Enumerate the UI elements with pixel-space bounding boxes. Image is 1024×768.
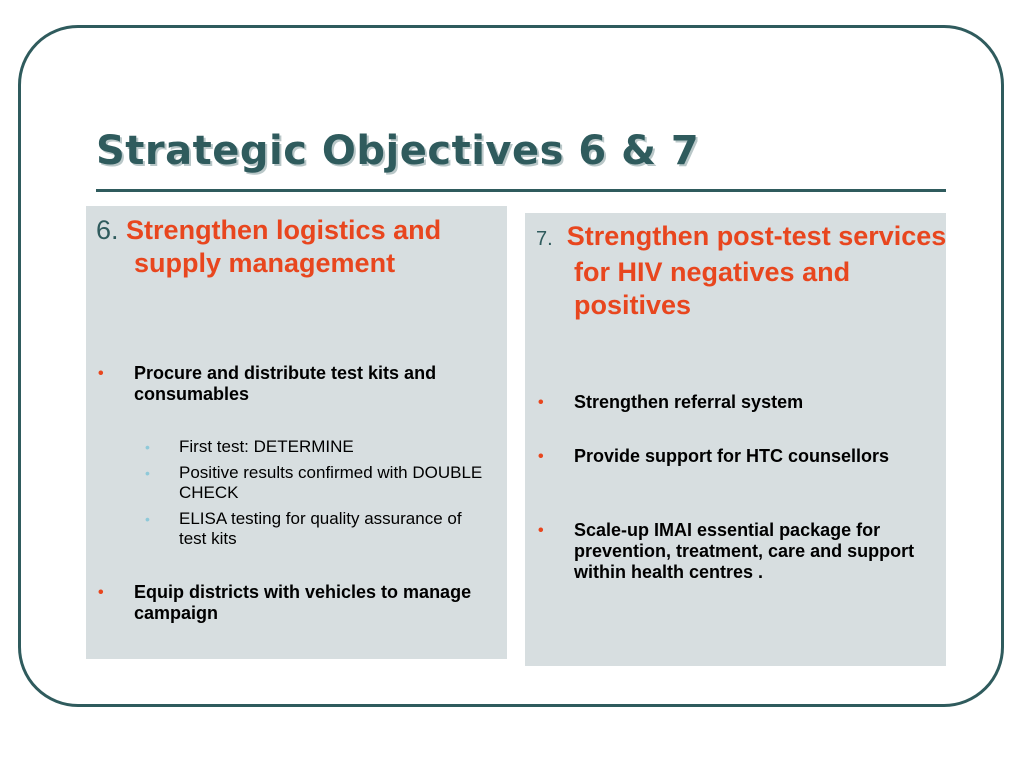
sub-bullet-dot-icon: •: [145, 439, 150, 455]
objective-7-heading: [536, 220, 974, 322]
objective-6-heading: [96, 214, 534, 280]
list-item: • Scale-up IMAI essential package for prevention, treatment, care and support within health centres .: [538, 520, 915, 582]
objective-7-number: 7.: [536, 228, 553, 250]
objective-6-number: 6.: [96, 215, 119, 245]
list-item: • Procure and distribute test kits and consumables: [98, 363, 437, 404]
list-item: • Equip districts with vehicles to manage campaign: [98, 582, 472, 623]
objective-6-panel: [86, 206, 507, 659]
list-item: • Positive results confirmed with DOUBLE CHECK: [145, 463, 483, 502]
objective-6-title: Strengthen logistics and supply management: [126, 215, 442, 278]
bullet-dot-icon: •: [538, 448, 544, 465]
objective-7-title: Strengthen post-test services for HIV negatives and positives: [566, 221, 947, 320]
bullet-dot-icon: •: [98, 584, 104, 601]
list-item: • First test: DETERMINE: [145, 437, 354, 456]
sub-bullet-dot-icon: •: [145, 465, 150, 481]
list-item: • Provide support for HTC counsellors: [538, 446, 890, 466]
sub-bullet-dot-icon: •: [145, 511, 150, 527]
list-item: • ELISA testing for quality assurance of test kits: [145, 509, 462, 548]
bullet-dot-icon: •: [538, 522, 544, 539]
slide-title: Strategic Objectives 6 & 7: [96, 128, 700, 174]
bullet-dot-icon: •: [98, 365, 104, 382]
objective-7-panel: [525, 213, 946, 666]
bullet-dot-icon: •: [538, 394, 544, 411]
list-item: • Strengthen referral system: [538, 392, 804, 412]
title-divider: [96, 189, 946, 192]
